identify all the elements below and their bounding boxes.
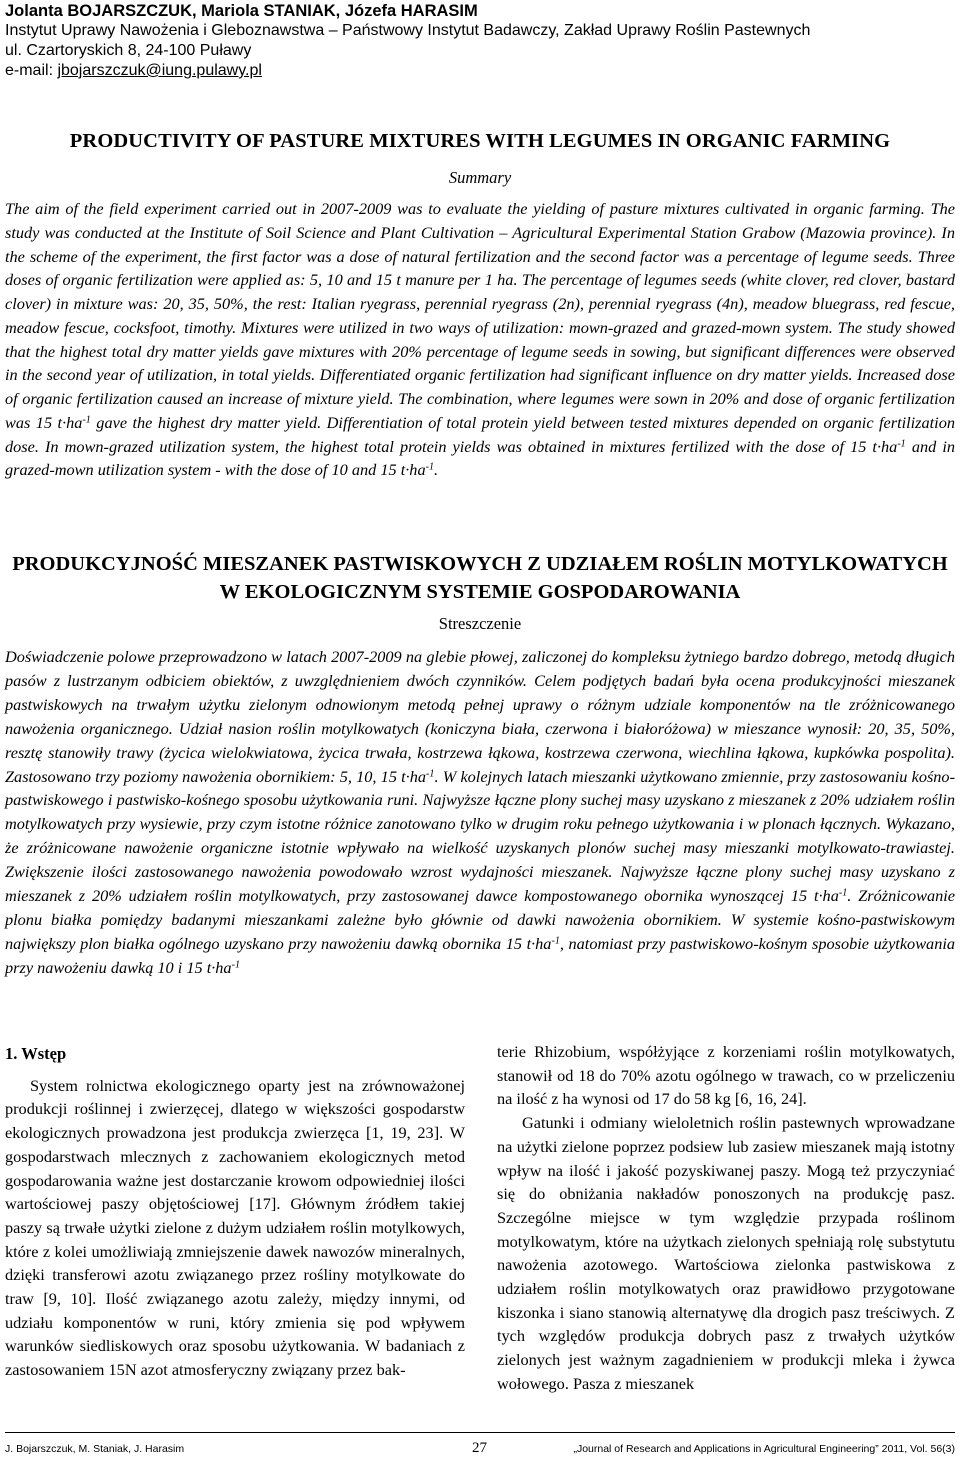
unit-superscript: -1	[82, 414, 91, 426]
abstract-text: Doświadczenie polowe przeprowadzono w latach 2007-2009 na glebie płowej, zaliczonej do kompleksu żytniego bardzo dobrego, metodą długich pasów z lustrzanym odbiciem obiektów, z uwzględnieniem dwóch czynników. Celem podjętych badań była ocena produkcyjności mieszanek pastwiskowych na trwałym użytku zielonym odnowionym metodą pełnej uprawy o różnym udziale komponentów na tle zróżnicowanego nawożenia organicznego. Udział nasion roślin motylkowatych (koniczyna biała, czerwona i białoróżowa) w mieszance wynosił: 20, 35, 50%, resztę stanowiły trawy (życica wielokwiatowa, życica trwała, kostrzewa łąkowa, kostrzewa czerwona, wiechlina łąkowa, kupkówka pospolita). Zastosowano trzy poziomy nawożenia obornikiem: 5, 10, 15 t·ha	[5, 647, 955, 786]
polish-title: PRODUKCYJNOŚĆ MIESZANEK PASTWISKOWYCH Z UDZIAŁEM ROŚLIN MOTYLKOWATYCH W EKOLOGICZNYM SYSTEMIE GOSPODAROWANIA	[12, 553, 948, 603]
unit-superscript: -1	[425, 461, 435, 473]
unit-superscript: -1	[897, 437, 906, 449]
abstract-text: The aim of the field experiment carried out in 2007-2009 was to evaluate the yielding of pasture mixtures cultivated in organic farming. The study was conducted at the Institute of Soil Science and Plant Cultivation – Agricultural Experimental Station Grabow (Mazowia province). In the scheme of the experiment, the first factor was a dose of natural fertilization and the second factor was a percentage of legume seeds. Three doses of organic fertilization were applied as: 5, 10 and 15 t manure per 1 ha. The percentage of legumes seeds (white clover, red clover, bastard clover) in mixture was: 20, 35, 50%, the rest: Italian ryegrass, perennial ryegrass (2n), perennial ryegrass (4n), meadow bluegrass, red fescue, meadow fescue, cocksfoot, timothy. Mixtures were utilized in two ways of utilization: mown-grazed and grazed-mown system. The study showed that the highest total dry matter yields gave mixtures with 20% percentage of legume seeds in sowing, but significant differences were observed in the second year of utilization, in total yields. Differentiated organic fertilization had significant influence on dry matter yields. Increased dose of organic fertilization caused an increase of mixture yield. The combination, where legumes were sown in 20% and dose of organic fertilization was 15 t·ha	[5, 199, 955, 432]
email-line	[5, 61, 262, 81]
page-number: 27	[472, 1440, 487, 1456]
english-title: PRODUCTIVITY OF PASTURE MIXTURES WITH LEGUMES IN ORGANIC FARMING	[69, 130, 891, 152]
body-paragraph: terie Rhizobium, współżyjące z korzeniami roślin motylkowatych, stanowił od 18 do 70% azotu ogólnego w trawach, co w przeliczeniu na ilość z ha wynosi od 17 do 58 kg [6, 16, 24].	[497, 1042, 955, 1109]
abstract-text: and in grazed-mown utilization system - with the dose of 10 and 15 t·ha	[5, 436, 955, 480]
abstract-text: . W kolejnych latach mieszanki użytkowano zmiennie, przy zastosowaniu kośno-pastwiskowego i pastwisko-kośnego sposobu użytkowania runi. Najwyższe łączne plony suchej masy uzyskano z mieszanek z 20% udziałem roślin motylkowatych przy wysiewie, przy czym istotne różnice zanotowano tylko w drugim roku pełnego użytkowania i w plonach łącznych. Wykazano, że zróżnicowane nawożenie organiczne istotnie wpływało na wielkość uzyskanych plonów suchej masy mieszanki motylkowato-trawiastej. Zwiększenie ilości zastosowanego nawożenia powodowało wzrost wydajności mieszanek. Najwyższe łączne plony suchej masy uzyskano z mieszanek z 20% udziałem roślin motylkowatych, przy zastosowanej dawce kompostowanego obornika wynoszącej 15 t·ha	[5, 766, 955, 906]
authors: Jolanta BOJARSZCZUK, Mariola STANIAK, Józefa HARASIM	[5, 2, 478, 20]
polish-abstract	[5, 645, 955, 980]
abstract-text: , natomiast przy pastwiskowo-kośnym sposobie użytkowania przy nawożeniu dawką 10 i 15 t·ha	[5, 933, 955, 977]
left-column	[5, 1040, 465, 1382]
body-paragraph: System rolnictwa ekologicznego oparty jest na zrównoważonej produkcji roślinnej i zwierzęcej, dlatego w większości gospodarstw ekologicznych prowadzona jest produkcja zwierzęca [1, 19, 23]. W gospodarstwach mlecznych z zachowaniem ekologicznych metod gospodarowania ważne jest dostarczanie krowom odpowiedniej ilości wartościowej paszy objętościowej [17]. Głównym źródłem takiej paszy są trwałe użytki zielone z dużym udziałem roślin motylkowych, które z kolei umożliwiają zmniejszenie dawek nawozów mineralnych, dzięki transferowi azotu związanego przez rośliny motylkowate do traw [9, 10]. Ilość związanego azotu zależy, między innymi, od udziału komponentów w runi, który zmienia się pod wpływem warunków siedliskowych oraz sposobu użytkowania. W badaniach z zastosowaniem 15N azot atmosferyczny związany przez bak-	[5, 1075, 465, 1380]
body-paragraph: Gatunki i odmiany wieloletnich roślin pastewnych wprowadzane na użytki zielone poprzez podsiew lub zasiew mieszanek mają istotny wpływ na ilość i jakość pozyskiwanej paszy. Mogą też przyczyniać się do obniżania nakładów ponoszonych na produkcję pasz. Szczególne miejsce w tym względzie przypada roślinom motylkowatym, które na użytkach zielonych spełniają rolę substytutu nawożenia azotowego. Wartościowa zielonka pastwiskowa z udziałem roślin motylkowatych oraz prawidłowo przygotowane kiszonka i siano stanowią alternatywę dla drogich pasz treściwych. Z tych względów produkcja dobrych pasz z trwałych użytków zielonych jest ważnym zagadnieniem w produkcji mleka i żywca wołowego. Pasza z mieszanek	[497, 1113, 955, 1393]
footer-authors: J. Bojarszczuk, M. Staniak, J. Harasim	[5, 1443, 185, 1455]
email-label: e-mail:	[5, 62, 58, 79]
footer-journal: „Journal of Research and Applications in Agricultural Engineering” 2011, Vol. 56(3)	[573, 1443, 955, 1455]
affiliation: Instytut Uprawy Nawożenia i Gleboznawstwa – Państwowy Instytut Badawczy, Zakład Uprawy Roślin Pastewnych	[5, 22, 811, 39]
abstract-text: .	[434, 460, 439, 480]
email-link[interactable]: jbojarszczuk@iung.pulawy.pl	[57, 62, 262, 79]
address: ul. Czartoryskich 8, 24-100 Puławy	[5, 42, 252, 59]
unit-superscript: -1	[231, 959, 240, 971]
footer-rule	[5, 1432, 955, 1433]
abstract-text: . Zróżnicowanie plonu białka pomiędzy badanymi mieszankami zależne było głównie od dawki nawożenia obornikiem. W systemie kośno-pastwiskowym największy plon białka ogólnego uzyskano przy nawożeniu dawką obornika 15 t·ha	[5, 886, 955, 953]
summary-heading: Summary	[448, 168, 512, 187]
unit-superscript: -1	[426, 767, 435, 779]
section-heading: 1. Wstęp	[5, 1044, 67, 1063]
unit-superscript: -1	[551, 935, 560, 947]
streszczenie-heading: Streszczenie	[438, 614, 522, 633]
right-column	[497, 1040, 955, 1396]
abstract-text: gave the highest dry matter yield. Differentiation of total protein yield between tested mixtures depended on organic fertilization dose. In mown-grazed utilization system, the highest total protein yields was obtained in mixtures fertilized with the dose of 15 t·ha	[5, 412, 955, 456]
unit-superscript: -1	[838, 887, 848, 899]
english-abstract	[5, 197, 955, 482]
